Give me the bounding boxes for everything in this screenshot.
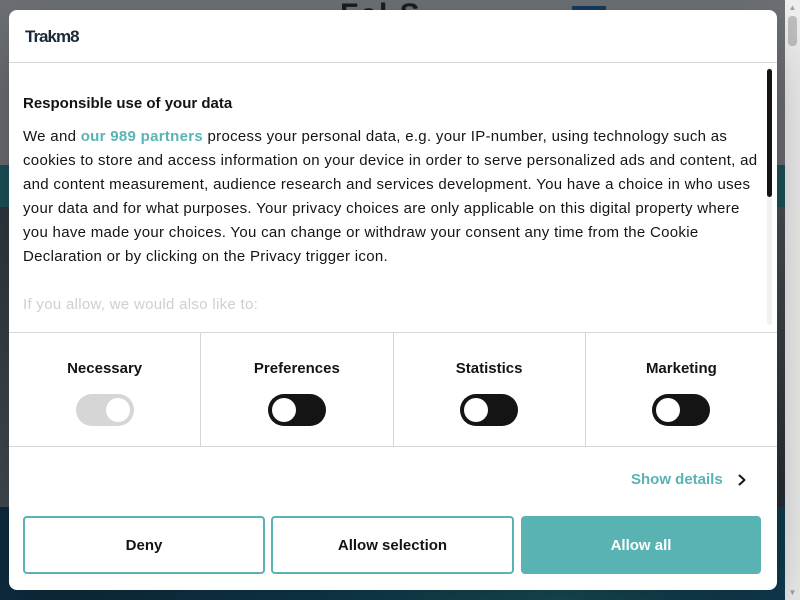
scroll-down-icon[interactable]: ▼ bbox=[788, 588, 797, 597]
statistics-label: Statistics bbox=[455, 360, 523, 377]
dialog-scrollbar[interactable] bbox=[767, 67, 772, 325]
dialog-body[interactable] bbox=[9, 63, 777, 332]
toggle-knob bbox=[106, 398, 130, 422]
page-scrollbar[interactable] bbox=[785, 0, 800, 600]
necessary-toggle bbox=[76, 394, 134, 426]
consent-text bbox=[23, 93, 763, 317]
necessary-label: Necessary bbox=[67, 360, 143, 377]
consent-preferences bbox=[201, 333, 393, 446]
dialog-header bbox=[9, 10, 777, 63]
preferences-toggle[interactable] bbox=[268, 394, 326, 426]
allow-all-button[interactable]: Allow all bbox=[521, 516, 761, 574]
consent-paragraph bbox=[23, 125, 763, 269]
consent-paragraph-start: We and bbox=[23, 128, 81, 145]
page-scroll-thumb[interactable] bbox=[788, 16, 797, 46]
marketing-toggle[interactable] bbox=[652, 394, 710, 426]
partners-link[interactable]: our 989 partners bbox=[80, 128, 204, 145]
scroll-up-icon[interactable]: ▲ bbox=[788, 3, 797, 12]
toggle-knob bbox=[464, 398, 488, 422]
consent-paragraph-rest: process your personal data, e.g. your IP-number, using technology such as cookies to store and access information on your device in order to serve personalized ads and content, ad and content measurement, audience research and services development. You have a choice in who uses your data and for what purposes. Your privacy choices are only applicable on this digital property where you have made your choices. You can change or withdraw your consent any time from the Cookie Declaration or by clicking on the Privacy trigger icon. bbox=[23, 128, 758, 265]
toggle-knob bbox=[272, 398, 296, 422]
cookie-consent-dialog bbox=[9, 10, 777, 590]
deny-button[interactable]: Deny bbox=[23, 516, 265, 574]
chevron-right-icon[interactable] bbox=[736, 474, 748, 486]
statistics-toggle[interactable] bbox=[460, 394, 518, 426]
marketing-label: Marketing bbox=[645, 360, 717, 377]
consent-faded-line: If you allow, we would also like to: bbox=[23, 296, 259, 313]
toggle-knob bbox=[656, 398, 680, 422]
consent-categories bbox=[9, 332, 777, 447]
allow-selection-button[interactable]: Allow selection bbox=[271, 516, 514, 574]
trakm8-logo: Trakm8 bbox=[25, 27, 79, 46]
consent-marketing bbox=[586, 333, 777, 446]
consent-statistics bbox=[394, 333, 586, 446]
consent-heading: Responsible use of your data bbox=[23, 95, 233, 112]
preferences-label: Preferences bbox=[253, 360, 340, 377]
consent-necessary bbox=[9, 333, 201, 446]
dialog-scroll-thumb[interactable] bbox=[767, 69, 772, 197]
show-details-link[interactable]: Show details bbox=[631, 471, 723, 488]
